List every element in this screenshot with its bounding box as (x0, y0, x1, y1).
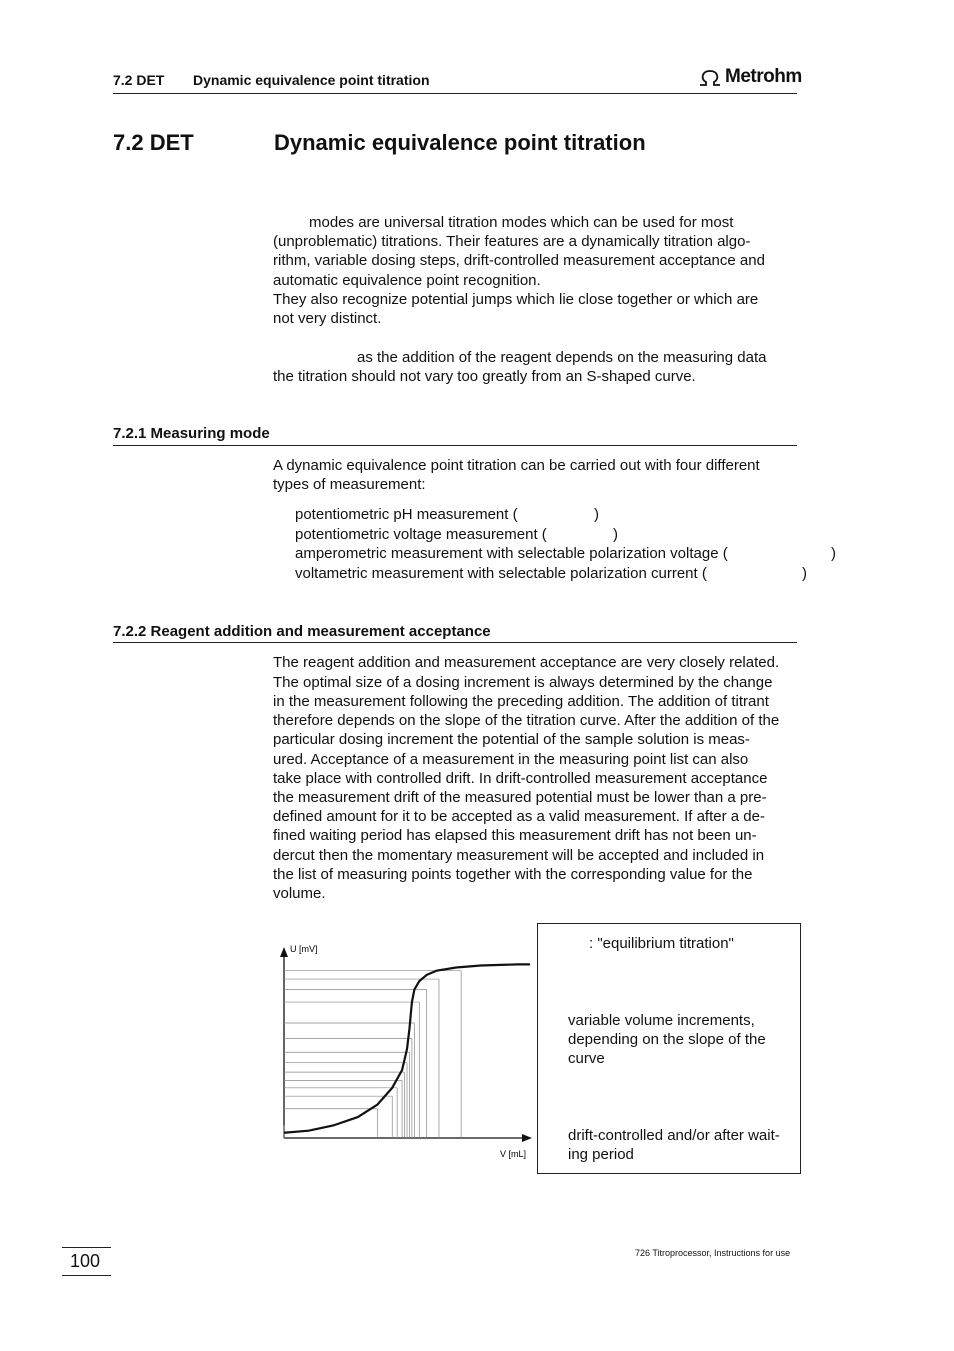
info-box-text: drift-controlled and/or after wait- (568, 1127, 780, 1144)
s722-line: volume. (273, 885, 326, 902)
y-axis-arrow-icon (280, 947, 288, 957)
s721-text-line: A dynamic equivalence point titration can be carried out with four different (273, 457, 760, 474)
info-box-text: variable volume increments, (568, 1012, 755, 1029)
footer-rule (62, 1275, 111, 1276)
s722-line: in the measurement following the preceding addition. The addition of titrant (273, 693, 769, 710)
subsection-rule (113, 642, 797, 643)
document-title: 726 Titroprocessor, Instructions for use (635, 1248, 791, 1258)
intro-line: (unproblematic) titrations. Their features are a dynamically titration algo- (273, 233, 751, 250)
x-axis-label: V [mL] (500, 1149, 527, 1159)
intro-line: automatic equivalence point recognition. (273, 272, 541, 289)
header-rule (113, 93, 797, 94)
subsection-heading-7-2-2: 7.2.2 Reagent addition and measurement acceptance (113, 623, 491, 640)
intro-line: modes are universal titration modes which can be used for most (309, 214, 734, 231)
intro-line: not very distinct. (273, 310, 382, 327)
y-axis-label: U [mV] (290, 944, 318, 954)
section-number: 7.2 DET (113, 130, 194, 155)
list-item-close: ) (831, 545, 836, 562)
list-item: potentiometric pH measurement ( (295, 506, 518, 523)
s722-line: The optimal size of a dosing increment is always determined by the change (273, 674, 773, 691)
list-item: voltametric measurement with selectable polarization current ( (295, 565, 707, 582)
info-box-mode: : "equilibrium titration" (589, 935, 734, 952)
page-number: 100 (70, 1251, 101, 1271)
s722-line: therefore depends on the slope of the titration curve. After the addition of the (273, 712, 780, 729)
x-axis-arrow-icon (522, 1134, 532, 1142)
intro-line: as the addition of the reagent depends on the measuring data (357, 349, 767, 366)
subsection-rule (113, 445, 797, 446)
info-box-text: curve (568, 1050, 605, 1067)
s722-line: the measurement drift of the measured potential must be lower than a pre- (273, 789, 767, 806)
footer-rule (62, 1247, 111, 1248)
s722-line: particular dosing increment the potential of the sample solution is meas- (273, 731, 750, 748)
s722-line: The reagent addition and measurement acceptance are very closely related. (273, 654, 780, 671)
info-box-text: ing period (568, 1146, 634, 1163)
subsection-heading-7-2-1: 7.2.1 Measuring mode (113, 425, 270, 442)
brand-name: Metrohm (725, 66, 802, 87)
s722-line: ured. Acceptance of a measurement in the measuring point list can also (273, 751, 749, 768)
page-title: Dynamic equivalence point titration (274, 130, 646, 155)
s722-line: dercut then the momentary measurement will be accepted and included in (273, 847, 765, 864)
intro-line: They also recognize potential jumps which lie close together or which are (273, 291, 759, 308)
titration-curve-chart (270, 935, 535, 1165)
info-box-text: depending on the slope of the (568, 1031, 766, 1048)
intro-line: rithm, variable dosing steps, drift-controlled measurement acceptance and (273, 252, 765, 269)
list-item-close: ) (802, 565, 807, 582)
s721-text-line: types of measurement: (273, 476, 426, 493)
s722-line: fined waiting period has elapsed this measurement drift has not been un- (273, 827, 757, 844)
running-header-section: 7.2 DET (113, 72, 165, 88)
intro-line: the titration should not vary too greatly from an S-shaped curve. (273, 368, 696, 385)
omega-logo-icon (698, 67, 722, 87)
list-item-close: ) (594, 506, 599, 523)
list-item: amperometric measurement with selectable polarization voltage ( (295, 545, 728, 562)
s722-line: the list of measuring points together with the corresponding value for the (273, 866, 753, 883)
list-item: potentiometric voltage measurement ( (295, 526, 547, 543)
s722-line: defined amount for it to be accepted as a valid measurement. If after a de- (273, 808, 765, 825)
brand-logo (698, 66, 802, 88)
s722-line: take place with controlled drift. In drift-controlled measurement acceptance (273, 770, 768, 787)
running-header-title: Dynamic equivalence point titration (193, 72, 430, 88)
list-item-close: ) (613, 526, 618, 543)
